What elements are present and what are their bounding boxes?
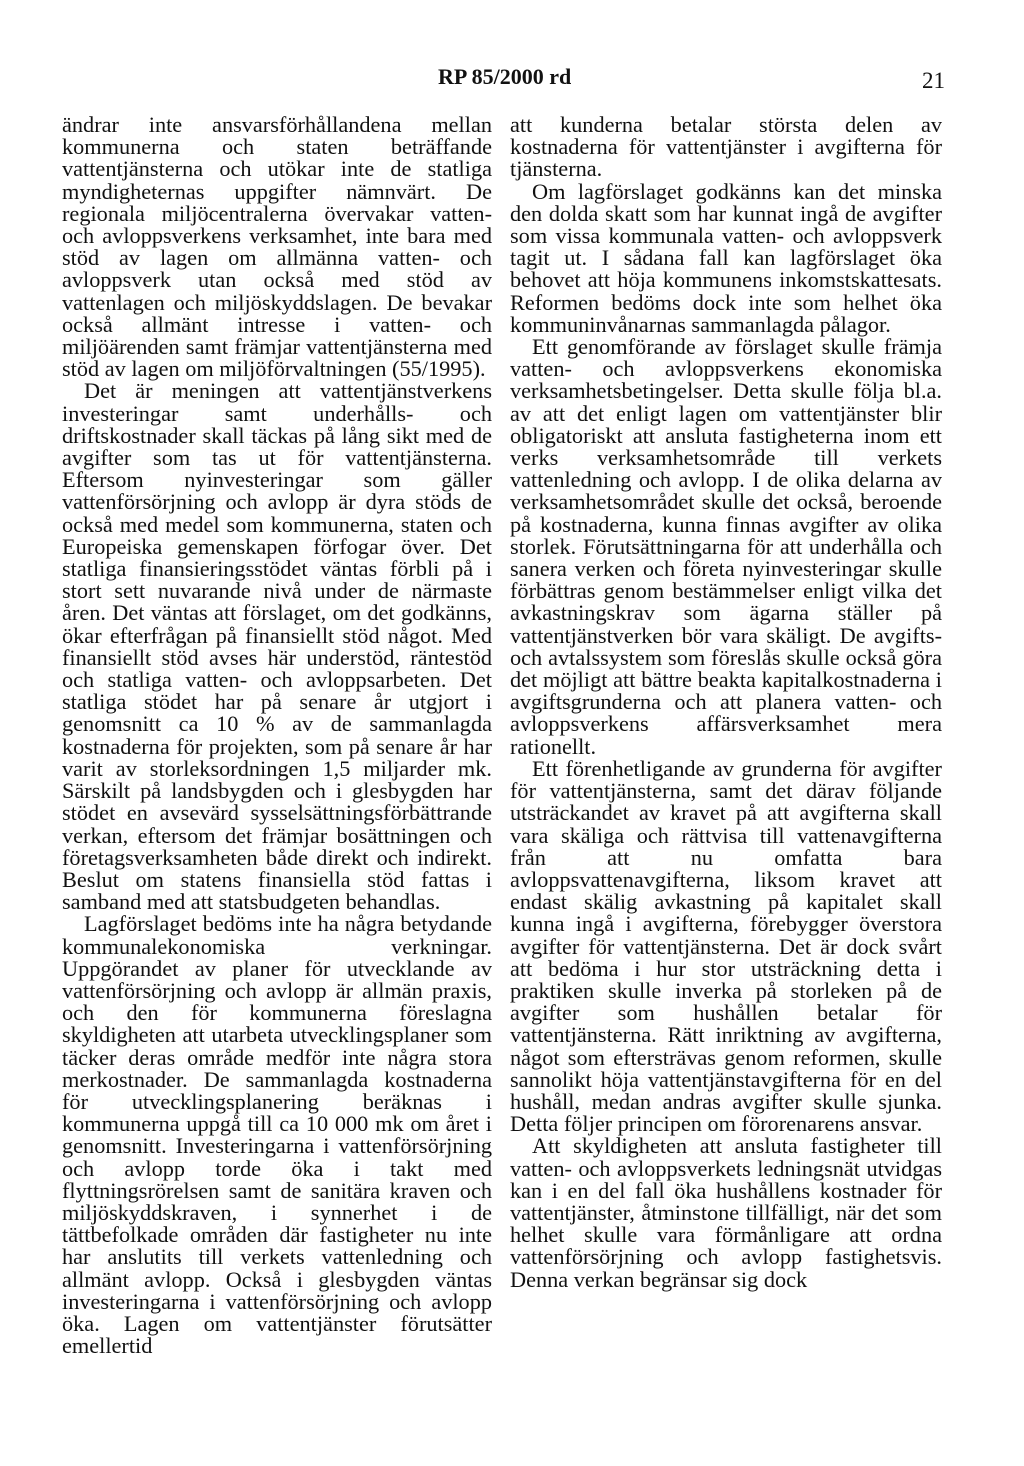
paragraph: Lagförslaget bedöms inte ha några betydande kommunalekonomiska verkningar. Uppgörandet av planer för utvecklande av vattenförsörjning och avlopp är allmän praxis, och den för kommunerna föreslagna skyldigheten att utarbeta utvecklingsplaner som täcker deras område medför inte några stora merkostnader. De sammanlagda kostnaderna för utvecklingsplanering beräknas i kommunerna uppgå till ca 10 000 mk om året i genomsnitt. Investeringarna i vattenförsörjning och avlopp torde öka i takt med flyttningsrörelsen samt de sanitära kraven och miljöskyddskraven, i synnerhet i de tättbefolkade områden där fastigheter nu inte har anslutits till verkets vattenledning och allmänt avlopp. Också i glesbygden väntas investeringarna i vattenförsörjning och avlopp öka. Lagen om vattentjänster förutsätter emellertid [62,911,492,1359]
paragraph: Att skyldigheten att ansluta fastigheter till vatten- och avloppsverkets ledningsnät utvidgas kan i en del fall öka hushållens kostnader för vattentjänster, åtminstone tillfälligt, när det som helhet skulle vara förmånligare att ordna vattenförsörjning och avlopp fastighetsvis. Denna verkan begränsar sig dock [510,1133,942,1292]
paragraph: Om lagförslaget godkänns kan det minska den dolda skatt som har kunnat ingå de avgifter som vissa kommunala vatten- och avloppsverk tagit ut. I sådana fall kan lagförslaget öka behovet att höja kommunens inkomstskattesats. Reformen bedöms dock inte som helhet öka kommuninvånarnas sammanlagda pålagor. [510,178,942,337]
paragraph: att kunderna betalar största delen av kostnaderna för vattentjänster i avgifterna för tjänsterna. [510,112,942,182]
page-number: 21 [922,68,945,93]
paragraph: Det är meningen att vattentjänstverkens investeringar samt underhålls- och driftskostnader skall täckas på lång sikt med de avgifter som tas ut för vattentjänsterna. Eftersom nyinvesteringar som gäller vattenförsörjning och avlopp är dyra stöds de också med medel som kommunerna, staten och Europeiska gemenskapen förfogar över. Det statliga finansieringsstödet väntas förbli på i stort sett nuvarande nivå under de närmaste åren. Det väntas att förslaget, om det godkänns, ökar efterfrågan på finansiellt stöd något. Med finansiellt stöd avses här understöd, räntestöd och statliga vatten- och avloppsarbeten. Det statliga stödet har på senare år utgjort i genomsnitt ca 10 % av de sammanlagda kostnaderna för projekten, som på senare år har varit av storleksordningen 1,5 miljarder mk. Särskilt på landsbygden och i glesbygden har stödet en avsevärd sysselsättningsförbättrande verkan, eftersom det främjar bosättningen och företagsverksamheten både direkt och indirekt. Beslut om statens finansiella stöd fattas i samband med att statsbudgeten behandlas. [62,378,492,915]
right-column [510,114,942,1291]
paragraph: Ett förenhetligande av grunderna för avgifter för vattentjänsterna, samt det därav följande utsträckandet av kravet på att avgifterna skall vara skäliga och rättvisa till vattenavgifterna från att nu omfatta bara avloppsvattenavgifterna, liksom kravet att endast skälig avkastning på kapitalet skall kunna ingå i avgifterna, förebygger överstora avgifter för vattentjänsterna. Det är dock svårt att bedöma i hur stor utsträckning detta i praktiken skulle inverka på storleken på de avgifter som hushållen betalar för vattentjänsterna. Rätt inriktning av avgifterna, något som eftersträvas genom reformen, skulle sannolikt höja vattentjänstavgifterna för en del hushåll, medan andras avgifter skulle sjunka. Detta följer principen om förorenarens ansvar. [510,755,942,1137]
paragraph: Ett genomförande av förslaget skulle främja vatten- och avloppsverkens ekonomiska verksamhetsbetingelser. Detta skulle följa bl.a. av att det enligt lagen om vattentjänster blir obligatoriskt att ansluta fastigheterna inom ett verks verksamhetsområde till verkets vattenledning och avlopp. I de olika delarna av verksamhetsområdet skulle det också, beroende på kostnaderna, kunna finnas avgifter av olika storlek. Förutsättningarna för att underhålla och sanera verken och företa nyinvesteringar skulle förbättras genom bestämmelser enligt vilka det avkastningskrav som ägarna ställer på vattentjänstverken bör vara skäligt. De avgifts- och avtalssystem som föreslås skulle också göra det möjligt att bättre beakta kapitalkostnaderna i avgiftsgrunderna och att planera vatten- och avloppsverkens affärsverksamhet mera rationellt. [510,334,942,759]
page-header [0,62,1024,92]
left-column [62,114,492,1357]
document-id: RP 85/2000 rd [438,64,572,89]
paragraph: ändrar inte ansvarsförhållandena mellan kommunerna och staten beträffande vattentjänsterna och utökar inte de statliga myndigheternas uppgifter nämnvärt. De regionala miljöcentralerna övervakar vatten- och avloppsverkens verksamhet, inte bara med stöd av lagen om allmänna vatten- och avloppsverk utan också med stöd av vattenlagen och miljöskyddslagen. De bevakar också allmänt intresse i vatten- och miljöärenden samt främjar vattentjänsterna med stöd av lagen om miljöförvaltningen (55/1995). [62,112,492,382]
